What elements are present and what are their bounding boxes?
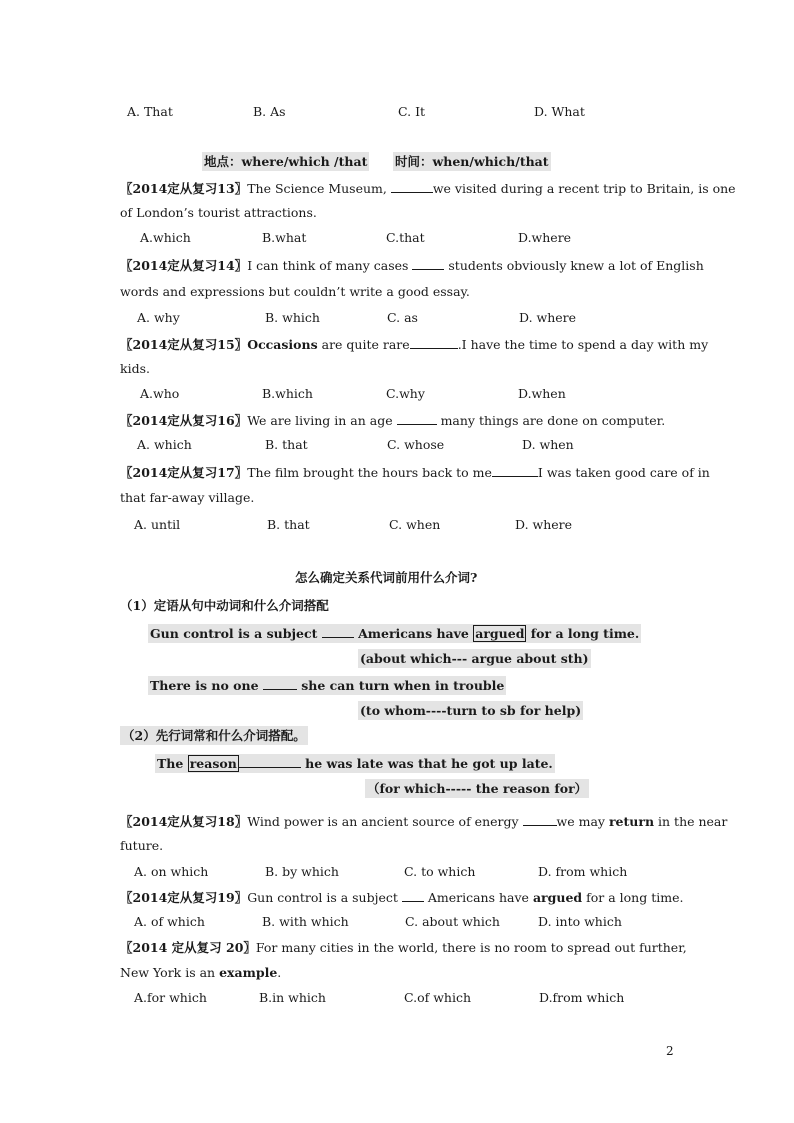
q13-option-d: D.where: [518, 230, 572, 245]
rule1-example1: Gun control is a subject Americans have argued for a long time.: [150, 626, 640, 641]
q12-option-a: A. That: [127, 104, 173, 119]
q14-option-b: B. which: [265, 310, 320, 325]
q16-stem: 〖2014定从复习16〗We are living in an age many things are done on computer.: [120, 413, 666, 428]
q16-option-b: B. that: [265, 437, 308, 452]
q12-option-b: B. As: [253, 104, 286, 119]
q19-tag: 〖2014定从复习19〗: [120, 890, 248, 905]
argued-boxed-word: argued: [475, 626, 525, 641]
q14-stem: 〖2014定从复习14〗I can think of many cases students obviously knew a lot of English: [120, 258, 704, 273]
q18-option-d: D. from which: [538, 864, 628, 879]
q16-option-c: C. whose: [387, 437, 445, 452]
q19-blank: [402, 889, 424, 902]
q19-stem: 〖2014定从复习19〗Gun control is a subject Americans have argued for a long time.: [120, 890, 684, 905]
rule2-example-note: （for which----- the reason for）: [367, 781, 588, 796]
q15-option-c: C.why: [386, 386, 425, 401]
q14-stem-line2: words and expressions but couldn’t write a good essay.: [120, 284, 470, 299]
q15-tag: 〖2014定从复习15〗: [120, 337, 248, 352]
q18-option-a: A. on which: [134, 864, 209, 879]
q14-option-a: A. why: [137, 310, 180, 325]
q19-option-b: B. with which: [262, 914, 349, 929]
heading-time: 时间：when/which/that: [395, 154, 549, 169]
q15-stem: 〖2014定从复习15〗Occasions are quite rare .I have the time to spend a day with my: [120, 337, 709, 352]
q20-stem-line2: New York is an example.: [120, 965, 282, 980]
q16-tag: 〖2014定从复习16〗: [120, 413, 248, 428]
q18-option-c: C. to which: [404, 864, 476, 879]
q16-blank: [397, 412, 437, 425]
q14-option-d: D. where: [519, 310, 577, 325]
q17-stem: 〖2014定从复习17〗The film brought the hours back to me I was taken good care of in: [120, 465, 710, 480]
q18-blank: [523, 813, 557, 826]
q17-stem-line2: that far-away village.: [120, 490, 255, 505]
rule1-example2: There is no one she can turn when in trouble: [150, 678, 505, 693]
q15-blank: [410, 336, 458, 349]
rule1-title: （1）定语从句中动词和什么介词搭配: [120, 598, 329, 613]
q13-blank: [391, 180, 433, 193]
q13-stem: 〖2014定从复习13〗The Science Museum, we visited during a recent trip to Britain, is one: [120, 181, 736, 196]
reason-boxed-word: reason: [189, 756, 237, 771]
q13-option-a: A.which: [140, 230, 191, 245]
q14-tag: 〖2014定从复习14〗: [120, 258, 248, 273]
q13-stem-line2: of London’s tourist attractions.: [120, 205, 317, 220]
rule1-example1-note: (about which--- argue about sth): [360, 651, 589, 666]
q20-option-c: C.of which: [404, 990, 472, 1005]
q19-option-d: D. into which: [538, 914, 622, 929]
rule1-example1-blank: [322, 625, 354, 638]
q18-stem: 〖2014定从复习18〗Wind power is an ancient source of energy we may return in the near: [120, 814, 728, 829]
rule1-example2-note: (to whom----turn to sb for help): [360, 703, 582, 718]
q20-stem: 〖2014 定从复习 20〗For many cities in the world, there is no room to spread out further,: [120, 940, 687, 955]
q17-option-c: C. when: [389, 517, 441, 532]
q18-option-b: B. by which: [265, 864, 339, 879]
q20-option-b: B.in which: [259, 990, 326, 1005]
q17-option-b: B. that: [267, 517, 310, 532]
q17-blank: [492, 464, 538, 477]
q15-option-b: B.which: [262, 386, 313, 401]
q20-option-d: D.from which: [539, 990, 625, 1005]
page-number: 2: [666, 1044, 674, 1058]
q15-option-d: D.when: [518, 386, 566, 401]
q14-blank: [412, 257, 444, 270]
q20-option-a: A.for which: [134, 990, 207, 1005]
q16-option-a: A. which: [137, 437, 192, 452]
q13-option-c: C.that: [386, 230, 425, 245]
q17-option-d: D. where: [515, 517, 573, 532]
q18-tag: 〖2014定从复习18〗: [120, 814, 248, 829]
q15-option-a: A.who: [140, 386, 180, 401]
q13-tag: 〖2014定从复习13〗: [120, 181, 248, 196]
q19-option-c: C. about which: [405, 914, 500, 929]
q15-stem-line2: kids.: [120, 361, 150, 376]
q20-tag: 〖2014 定从复习 20〗: [120, 940, 256, 955]
q13-option-b: B.what: [262, 230, 307, 245]
section-title: 怎么确定关系代词前用什么介词?: [295, 570, 478, 585]
q12-option-c: C. It: [398, 104, 426, 119]
rule2-title: （2）先行词常和什么介词搭配。: [122, 728, 306, 743]
q17-tag: 〖2014定从复习17〗: [120, 465, 248, 480]
q17-option-a: A. until: [134, 517, 181, 532]
q12-option-d: D. What: [534, 104, 585, 119]
q14-option-c: C. as: [387, 310, 418, 325]
rule2-example-blank: [239, 755, 301, 768]
q18-stem-line2: future.: [120, 838, 164, 853]
q19-option-a: A. of which: [134, 914, 205, 929]
q16-option-d: D. when: [522, 437, 574, 452]
heading-place: 地点：where/which /that: [204, 154, 368, 169]
rule1-example2-blank: [263, 677, 297, 690]
rule2-example: The reason he was late was that he got up late.: [157, 756, 553, 771]
